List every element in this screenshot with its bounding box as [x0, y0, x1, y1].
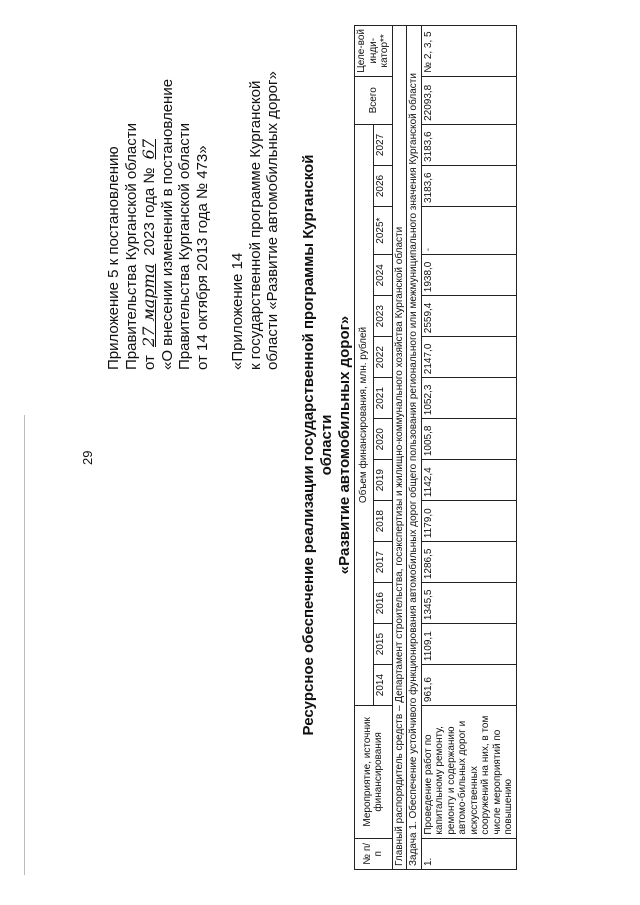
- header-year: 2017: [373, 542, 392, 583]
- appendix-line: Приложение 5 к постановлению: [105, 146, 122, 370]
- header-year: 2015: [373, 624, 392, 665]
- header-year: 2026: [373, 166, 392, 207]
- row-value: 1052,3: [421, 378, 516, 419]
- row-value: 1109,1: [421, 624, 516, 665]
- header-event: Мероприятие, источник финансирования: [355, 706, 393, 839]
- header-year: 2016: [373, 583, 392, 624]
- row-num: 1.: [421, 838, 516, 869]
- row-value: -: [421, 207, 516, 255]
- row-value: 1286,5: [421, 542, 516, 583]
- date-year: 2023 года №: [141, 167, 158, 256]
- title-line: «Развитие автомобильных дорог»: [336, 315, 353, 575]
- header-year: 2018: [373, 501, 392, 542]
- appendix-date-line: [140, 10, 159, 370]
- row-value: 3183,6: [421, 166, 516, 207]
- handwritten-date: 27 марта: [139, 263, 158, 347]
- appendix-line: «Приложение 14: [229, 252, 246, 370]
- row-value: 2147,0: [421, 337, 516, 378]
- header-year: 2019: [373, 460, 392, 501]
- row-value: 1345,5: [421, 583, 516, 624]
- appendix-line: области «Развитие автомобильных дорог»: [264, 71, 281, 370]
- table-row: [421, 26, 516, 870]
- header-year: 2027: [373, 124, 392, 165]
- row-value: 961,6: [421, 665, 516, 706]
- header-year: 2020: [373, 419, 392, 460]
- appendix-line: «О внесении изменений в постановление: [158, 78, 176, 370]
- row-value: 1005,8: [421, 419, 516, 460]
- header-year: 2024: [373, 255, 392, 296]
- handwritten-number: 67: [139, 138, 158, 160]
- row-value: 2559,4: [421, 296, 516, 337]
- appendix-block: [105, 10, 282, 370]
- header-volume: Объем финансирования, млн. рублей: [355, 124, 374, 705]
- row-value: 1142,4: [421, 460, 516, 501]
- date-prefix: от: [141, 355, 158, 370]
- row-total: 22093,8: [421, 76, 516, 124]
- header-year: 2022: [373, 337, 392, 378]
- header-year: 2014: [373, 665, 392, 706]
- row-value: 1938,0: [421, 255, 516, 296]
- page-number: 29: [80, 450, 95, 465]
- row-target: № 2, 3, 5: [421, 26, 516, 77]
- task-row: Задача 1. Обеспечение устойчивого функционирования автомобильных дорог общего пользования регионального или межмуниципального значения Курганской области: [407, 26, 422, 870]
- row-value: 1179,0: [421, 501, 516, 542]
- header-year: 2023: [373, 296, 392, 337]
- document-title: [300, 135, 354, 755]
- funding-table: [354, 25, 517, 870]
- appendix-line: к государственной программе Курганской: [246, 80, 264, 370]
- row-event: Проведение работ по капитальному ремонту, ремонту и содержанию автомо-бильных дорог и искусственных сооружений на них, в том числе мероприятий по повышению: [421, 706, 516, 839]
- header-target: Целе-вой инди-катор**: [355, 26, 393, 77]
- header-total: Всего: [355, 76, 393, 124]
- header-year: 2025*: [373, 207, 392, 255]
- title-line: Ресурсное обеспечение реализации государственной программы Курганской области: [300, 154, 335, 736]
- header-year: 2021: [373, 378, 392, 419]
- appendix-line: Правительства Курганской области: [122, 122, 140, 370]
- manager-row: Главный распорядитель средств – Департамент строительства, госэкспертизы и жилищно-коммунального хозяйства Курганской области: [392, 26, 407, 870]
- header-num: № п/п: [355, 838, 393, 869]
- appendix-line: Правительства Курганской области: [176, 122, 193, 370]
- appendix-line: от 14 октября 2013 года № 473»: [193, 145, 211, 370]
- row-value: 3183,6: [421, 124, 516, 165]
